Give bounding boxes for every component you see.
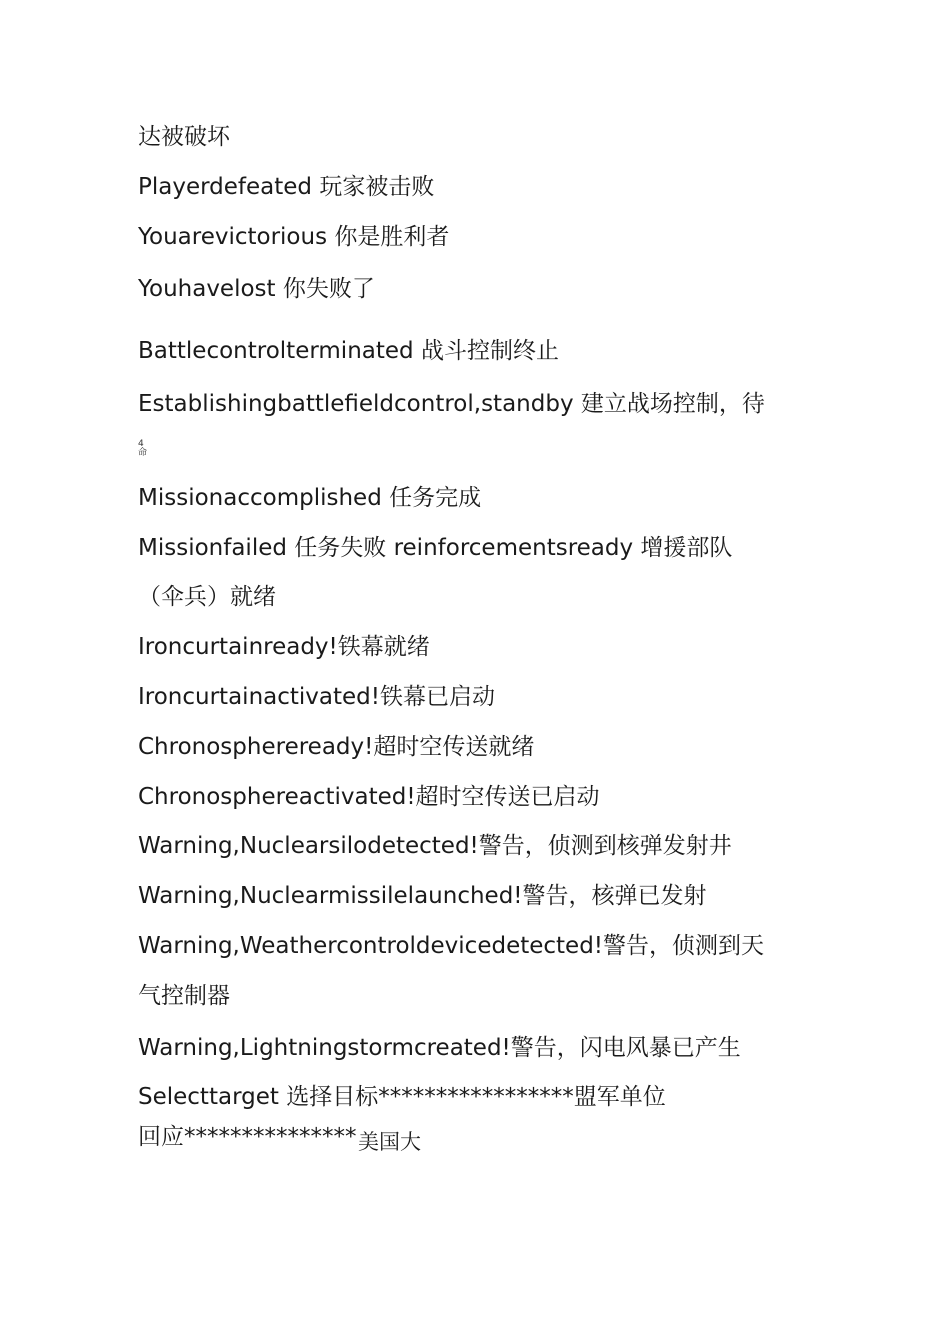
text-line: Selecttarget 选择目标*****************盟军单位	[138, 1084, 666, 1110]
text-fragment: 美国大	[358, 1130, 421, 1154]
text-line: 回应***************	[138, 1124, 357, 1150]
glyph-fragment	[138, 440, 147, 458]
text-line: 气控制器	[138, 983, 230, 1009]
text-line: Missionaccomplished 任务完成	[138, 485, 482, 511]
text-line: Warning,Nuclearsilodetected!警告，侦测到核弹发射井	[138, 833, 732, 859]
text-line: Ironcurtainactivated!铁幕已启动	[138, 684, 495, 710]
text-line: Missionfailed 任务失败 reinforcementsready 增援部队	[138, 535, 733, 561]
text-line: Youarevictorious 你是胜利者	[138, 224, 450, 250]
text-line: Ironcurtainready!铁幕就绪	[138, 634, 430, 660]
text-line: Warning,Weathercontroldevicedetected!警告，侦测到天	[138, 933, 765, 959]
text-line: Establishingbattlefieldcontrol,standby 建立战场控制，待	[138, 391, 765, 417]
text-line: Chronosphereready!超时空传送就绪	[138, 734, 535, 760]
text-line: 达被破坏	[138, 124, 230, 150]
text-line: Playerdefeated 玩家被击败	[138, 174, 435, 200]
text-line: Battlecontrolterminated 战斗控制终止	[138, 338, 559, 364]
text-line: Warning,Nuclearmissilelaunched!警告，核弹已发射	[138, 883, 707, 909]
text-line: （伞兵）就绪	[138, 584, 276, 610]
fragment-char: 4	[138, 439, 144, 449]
text-line: Youhavelost 你失败了	[138, 276, 375, 302]
text-line: Chronosphereactivated!超时空传送已启动	[138, 784, 600, 810]
fragment-char: 命	[138, 448, 148, 458]
text-line: Warning,Lightningstormcreated!警告，闪电风暴已产生	[138, 1035, 741, 1061]
